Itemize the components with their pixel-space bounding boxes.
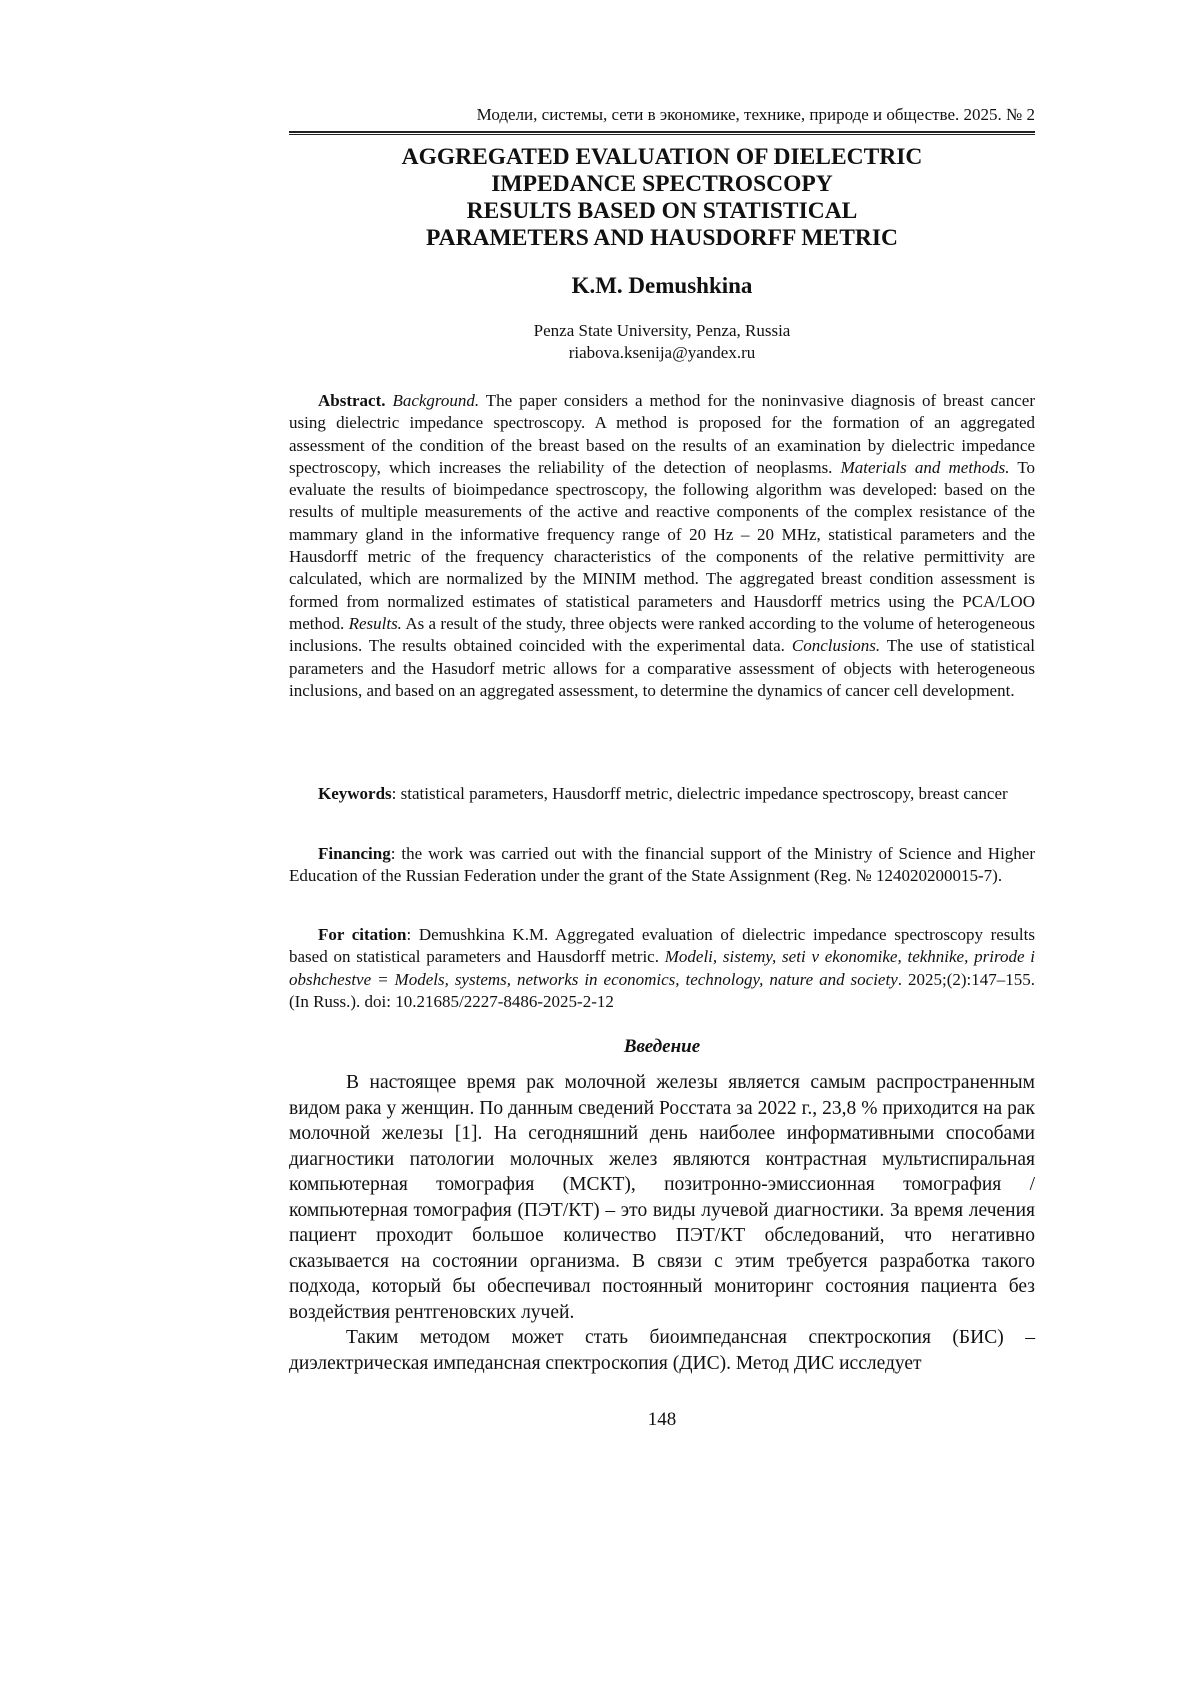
keywords-text: : statistical parameters, Hausdorff metric, dielectric impedance spectroscopy, breast cancer: [391, 784, 1008, 803]
conclusions-label: Conclusions.: [791, 636, 881, 656]
page-number: 148: [647, 1409, 677, 1430]
background-text: The paper considers a method for the noninvasive diagnosis of breast cancer using dielectric impedance spectroscopy. A method is proposed for the formation of an aggregated assessment of the condition of the breast based on the results of an examination by dielectric impedance spectroscopy, which increases the reliability of the detection of neoplasms.: [289, 391, 1035, 477]
body-text: [289, 1070, 1035, 1376]
title-line: IMPEDANCE SPECTROSCOPY: [491, 171, 833, 197]
running-head: Модели, системы, сети в экономике, технике, природе и обществе. 2025. № 2: [476, 105, 1035, 124]
citation-label: For citation: [318, 925, 407, 944]
financing-label: Financing: [318, 844, 391, 863]
financing-text: : the work was carried out with the financial support of the Ministry of Science and Higher Education of the Russian Federation under the grant of the State Assignment (Reg. № 124020200015-7).: [289, 844, 1035, 886]
citation-journal: Modeli, sistemy, seti v ekonomike, tekhnike, prirode i obshchestve = Models, systems, networks in economics, technology, nature and society: [289, 947, 1035, 989]
methods-label: Materials and methods.: [840, 457, 1010, 477]
keywords-label: Keywords: [318, 784, 392, 803]
section-heading: Введение: [623, 1036, 701, 1057]
header-rule: [289, 131, 1035, 135]
citation: [289, 924, 1035, 1013]
background-label: Background.: [392, 391, 480, 410]
body-paragraph: Таким методом может стать биоимпедансная спектроскопия (БИС) – диэлектрическая импедансная спектроскопия (ДИС). Метод ДИС исследует: [289, 1327, 1035, 1374]
author-email: riabova.ksenija@yandex.ru: [568, 343, 756, 362]
abstract: [289, 390, 1035, 702]
title-line: AGGREGATED EVALUATION OF DIELECTRIC: [401, 144, 923, 170]
author-name: K.M. Demushkina: [571, 273, 753, 298]
methods-text: To evaluate the results of bioimpedance spectroscopy, the following algorithm was developed: based on the results of multiple measurements of the active and reactive components of the complex resistance of the mammary gland in the informative frequency range of 20 Hz – 20 MHz, statistical parameters and the Hausdorff metric of the frequency characteristics of the components of the relative permittivity are calculated, which are normalized by the MINIM method. The aggregated breast condition assessment is formed from normalized estimates of statistical parameters and Hausdorff metrics using the PCA/LOO method.: [289, 457, 1036, 633]
results-text: As a result of the study, three objects were ranked according to the volume of heterogeneous inclusions. The results obtained coincided with the experimental data.: [289, 613, 1036, 656]
title-line: RESULTS BASED ON STATISTICAL: [466, 198, 858, 224]
body-paragraph: В настоящее время рак молочной железы является самым распространенным видом рака у женщин. По данным сведений Росстата за 2022 г., 23,8 % приходится на рак молочной железы [1]. На сегодняшний день наиболее информативными способами диагностики патологии молочных желез являются контрастная мультиспиральная компьютерная томография (МСКТ), позитронно-эмиссионная томография / компьютерная томография (ПЭТ/КТ) – это виды лучевой диагностики. За время лечения пациент проходит большое количество ПЭТ/КТ обследований, что негативно сказывается на состоянии организма. В связи с этим требуется разработка такого подхода, который бы обеспечивал постоянный мониторинг состояния пациента без воздействия рентгеновских лучей.: [289, 1072, 1035, 1323]
financing: [289, 843, 1035, 888]
citation-details: . 2025;(2):147–155. (In Russ.). doi: 10.21685/2227-8486-2025-2-12: [289, 969, 1035, 1011]
citation-text: : Demushkina K.M. Aggregated evaluation of dielectric impedance spectroscopy results based on statistical parameters and Hausdorff metric.: [289, 925, 1035, 967]
abstract-label: Abstract.: [318, 391, 386, 410]
affiliation-block: [289, 320, 1035, 364]
keywords: [289, 783, 1035, 805]
results-label: Results.: [348, 613, 402, 633]
title-line: PARAMETERS AND HAUSDORFF METRIC: [426, 225, 898, 251]
article-title: [289, 144, 1035, 252]
conclusions-text: The use of statistical parameters and the Hasudorf metric allows for a comparative assessment of objects with heterogeneous inclusions, and based on an aggregated assessment, to determine the dynamics of cancer cell development.: [289, 636, 1035, 700]
affiliation: Penza State University, Penza, Russia: [533, 321, 791, 340]
